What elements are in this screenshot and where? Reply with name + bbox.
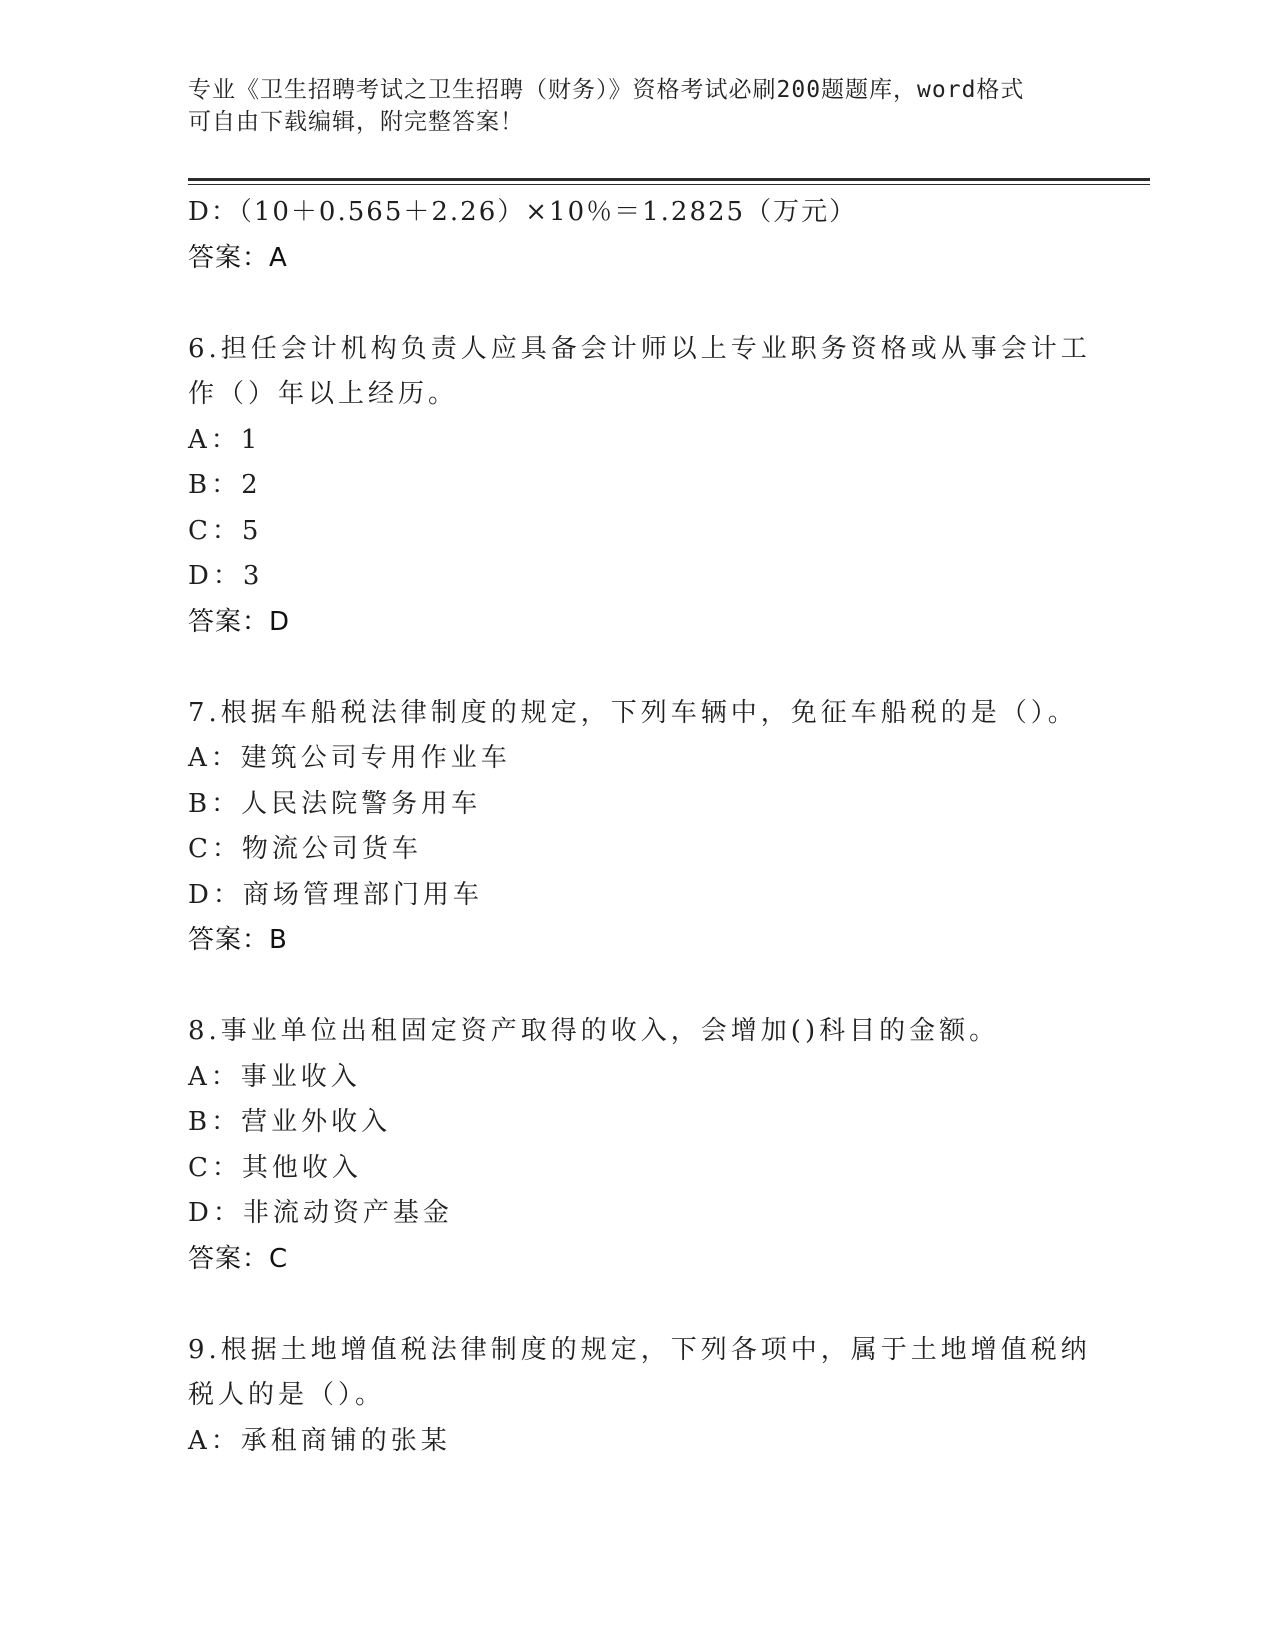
question-8-answer: 答案：C [188, 1243, 289, 1274]
question-7-stem-line-1: 7.根据车船税法律制度的规定，下列车辆中，免征车船税的是（）。 [188, 697, 1078, 728]
question-7 [188, 691, 1108, 964]
question-6-answer: 答案：D [188, 606, 291, 637]
question-6-option-d: D：3 [188, 561, 264, 591]
question-8-stem-line-1: 8.事业单位出租固定资产取得的收入，会增加()科目的金额。 [188, 1016, 1000, 1046]
question-5-option-d: D：（10＋0.565＋2.26）×10％＝1.2825（万元） [188, 197, 858, 227]
spacer [188, 1282, 1108, 1328]
question-9-option-a: A：承租商铺的张某 [188, 1425, 451, 1456]
question-9 [188, 1328, 1108, 1465]
question-7-option-b: B：人民法院警务用车 [188, 788, 482, 819]
question-content [188, 190, 1108, 1464]
question-8-option-d: D：非流动资产基金 [188, 1198, 453, 1228]
question-9-stem-line-1: 9.根据土地增值税法律制度的规定，下列各项中，属于土地增值税纳 [188, 1334, 1091, 1365]
question-8 [188, 1009, 1108, 1282]
question-6 [188, 327, 1108, 646]
question-7-answer: 答案：B [188, 925, 288, 955]
spacer [188, 281, 1108, 327]
question-5-answer: 答案：A [188, 242, 288, 273]
question-9-stem-line-2: 税人的是（）。 [188, 1380, 386, 1410]
question-6-option-a: A：1 [188, 424, 262, 455]
question-7-option-a: A：建筑公司专用作业车 [188, 743, 511, 773]
question-8-option-c: C：其他收入 [188, 1152, 362, 1183]
question-7-option-d: D：商场管理部门用车 [188, 879, 483, 910]
question-6-stem-line-2: 作（）年以上经历。 [188, 379, 459, 409]
header-divider-thin [188, 184, 1150, 185]
question-6-option-c: C：5 [188, 515, 263, 546]
spacer [188, 645, 1108, 691]
header-divider-thick [188, 178, 1150, 181]
question-8-option-a: A：事业收入 [188, 1061, 361, 1092]
question-6-option-b: B：2 [188, 470, 262, 500]
question-7-option-c: C：物流公司货车 [188, 834, 422, 864]
header-title-line-2: 可自由下载编辑，附完整答案！ [188, 109, 524, 135]
question-6-stem-line-1: 6.担任会计机构负责人应具备会计师以上专业职务资格或从事会计工 [188, 333, 1091, 364]
header-title-line-1: 专业《卫生招聘考试之卫生招聘（财务）》资格考试必刷200题题库，word格式 [188, 77, 1025, 103]
question-8-option-b: B：营业外收入 [188, 1107, 392, 1137]
document-header [188, 74, 1068, 138]
spacer [188, 964, 1108, 1010]
